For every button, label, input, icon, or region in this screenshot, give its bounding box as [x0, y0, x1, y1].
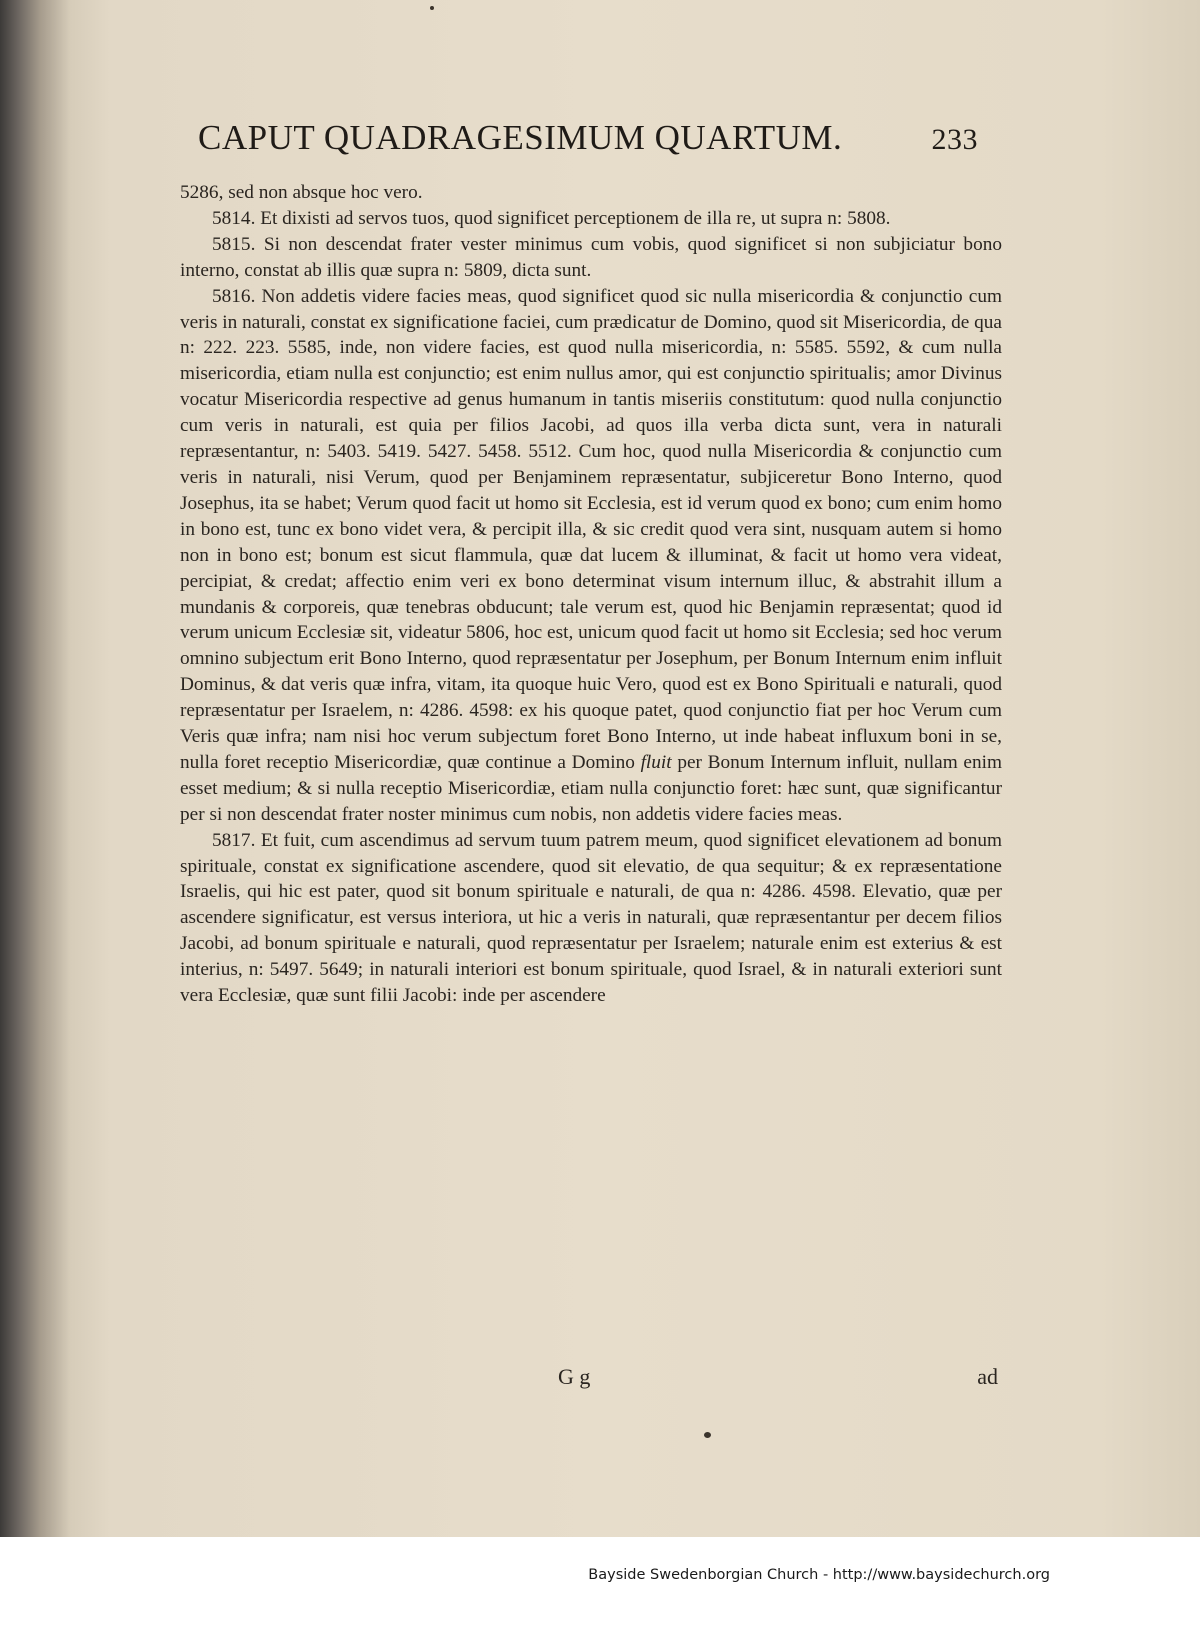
paragraph-5814: 5814. Et dixisti ad servos tuos, quod significet perceptionem de illa re, ut supra n: 5808.	[212, 207, 891, 229]
footer	[0, 1537, 1200, 1627]
text-body	[180, 180, 1002, 1009]
paragraph-5286-tail: 5286, sed non absque hoc vero.	[180, 182, 423, 203]
paragraph-5816: 5816. Non addetis videre facies meas, quod significet quod sic nulla misericordia & conjunctio cum veris in naturali, constat ex significatione faciei, cum prædicatur de Domino, quod sit Misericordia, de qua n: 222. 223. 5585, inde, non videre facies, est quod nulla misericordia, n: 5585. 5592, & cum nulla misericordia, etiam nulla est conjunctio; est enim nullus amor, qui est conjunctio spiritualis; amor Divinus vocatur Misericordia respective ad genus humanum in tantis miseriis constitutum: quod nulla conjunctio cum veris in naturali, est quia per filios Jacobi, ad quos illa verba dicta sunt, vera in naturali repræsentantur, n: 5403. 5419. 5427. 5458. 5512. Cum hoc, quod nulla Misericordia & conjunctio cum veris in naturali, nisi Verum, quod per Benjaminem repræsentatur, subjiceretur Bono Interno, quod Josephus, ita se habet; Verum quod facit ut homo sit Ecclesia, est id verum quod ex bono; cum enim homo in bono est, tunc ex bono videt vera, & percipit illa, & sic credit quod vera sint, nusquam autem si homo non in bono est; bonum est sicut flammula, quæ dat lucem & illuminat, & facit ut homo vera videat, percipiat, & credat; affectio enim veri ex bono determinat visum internum illuc, & abstrahit illum a mundanis & corporeis, quæ tenebras obducunt; tale verum est, quod hic Benjamin repræsentat; quod id verum unicum Ecclesiæ sit, videatur 5806, hoc est, unicum quod facit ut homo sit Ecclesia; sed hoc verum omnino subjectum erit Bono Interno, quod repræsentatur per Josephum, per Bonum Internum enim influit Dominus, & dat veris quæ infra, vitam, ita quoque huic Vero, quod est ex Bono Spirituali e naturali, quod repræsentatur per Israelem, n: 4286. 4598: ex his quoque patet, quod conjunctio fiat per hoc Verum cum Veris quæ infra; nam nisi hoc verum subjectum foret Bono Interno, ut inde habeat influxum boni in se, nulla foret receptio Misericordiæ, quæ continue a Domino fluit per Bonum Internum influit, nullam enim esset medium; & si nulla receptio Misericordiæ, etiam nulla conjunctio foret: hæc sunt, quæ significantur per si non descendat frater noster minimus cum nobis, non addetis videre facies meas.	[180, 285, 1002, 825]
catchword: ad	[977, 1364, 998, 1389]
chapter-title: CAPUT QUADRAGESIMUM QUARTUM.	[198, 118, 843, 157]
page-number: 233	[931, 123, 978, 156]
ink-speck	[430, 6, 434, 10]
ink-speck	[704, 1432, 711, 1438]
signature-mark: G g	[558, 1364, 591, 1389]
paragraph-5817: 5817. Et fuit, cum ascendimus ad servum tuum patrem meum, quod significet elevationem ad bonum spirituale, constat ex significatione ascendere, quod sit elevatio, de qua sequitur; & ex repræsentatione Israelis, qui hic est pater, quod sit bonum spirituale e naturali, de qua n: 4286. 4598. Elevatio, quæ per ascendere significatur, est versus interiora, ut hic a veris in naturali, quæ repræsentantur per decem filios Jacobi, ad bonum spirituale e naturali, quod repræsentatur per Israelem; naturale enim est exterius & est interius, n: 5497. 5649; in naturali interiori est bonum spirituale, quod Israel, & in naturali exteriori sunt vera Ecclesiæ, quæ sunt filii Jacobi: inde per ascendere	[180, 829, 1002, 1007]
paragraph-5815: 5815. Si non descendat frater vester minimus cum vobis, quod significet si non subjiciatur bono interno, constat ab illis quæ supra n: 5809, dicta sunt.	[180, 233, 1002, 281]
website-credit: Bayside Swedenborgian Church - http://www.baysidechurch.org	[588, 1567, 1050, 1583]
running-header	[198, 118, 978, 158]
italic-word: fluit	[640, 751, 672, 773]
book-page	[168, 0, 1008, 1537]
